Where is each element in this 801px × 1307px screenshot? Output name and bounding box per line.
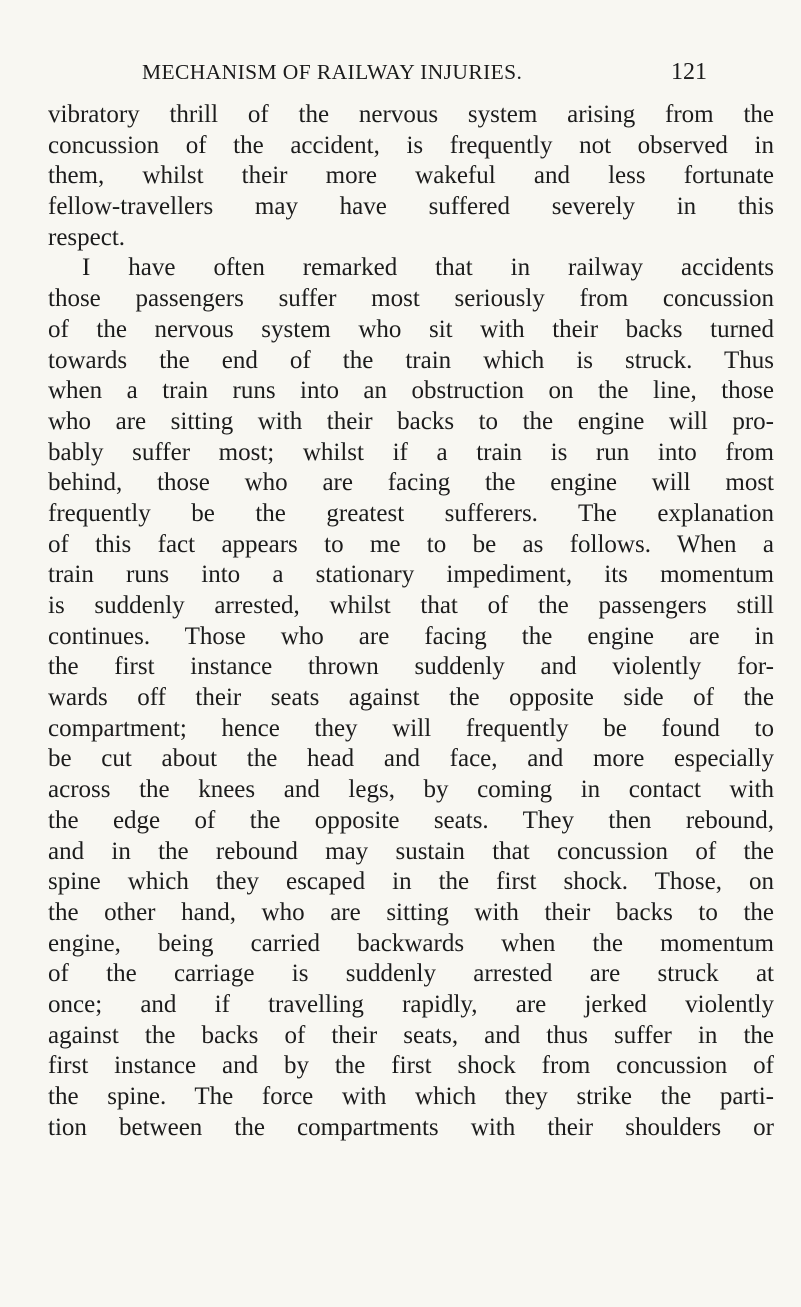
- page-number: 121: [671, 59, 707, 85]
- text-line: the first instance thrown suddenly and violently for-: [48, 653, 774, 681]
- text-line: be cut about the head and face, and more especially: [48, 745, 774, 773]
- text-line: first instance and by the first shock from concussion of: [48, 1052, 774, 1080]
- text-line: the spine. The force with which they strike the parti-: [48, 1083, 774, 1110]
- running-title: MECHANISM OF RAILWAY INJURIES.: [142, 60, 523, 84]
- text-line: those passengers suffer most seriously from concussion: [48, 285, 774, 313]
- text-line: of this fact appears to me to be as follows. When a: [48, 530, 774, 558]
- text-line: of the carriage is suddenly arrested are struck at: [48, 960, 774, 988]
- text-line: against the backs of their seats, and thus suffer in the: [48, 1021, 774, 1049]
- text-line: engine, being carried backwards when the momentum: [48, 929, 774, 957]
- body-text: [48, 100, 774, 1143]
- text-line: concussion of the accident, is frequently not observed in: [48, 131, 774, 159]
- text-line: who are sitting with their backs to the engine will pro-: [48, 407, 774, 435]
- text-line: bably suffer most; whilst if a train is run into from: [48, 438, 774, 466]
- text-line: across the knees and legs, by coming in contact with: [48, 776, 774, 804]
- text-line: frequently be the greatest sufferers. The explanation: [48, 499, 774, 527]
- text-line: tion between the compartments with their shoulders or: [48, 1113, 774, 1141]
- text-line: the edge of the opposite seats. They then rebound,: [48, 806, 774, 834]
- text-line: the other hand, who are sitting with their backs to the: [48, 898, 774, 926]
- text-line: when a train runs into an obstruction on the line, those: [48, 377, 774, 405]
- running-head: [142, 60, 707, 90]
- text-line: continues. Those who are facing the engine are in: [48, 622, 774, 650]
- text-line: fellow-travellers may have suffered severely in this: [48, 193, 774, 221]
- text-line: towards the end of the train which is struck. Thus: [48, 346, 774, 374]
- text-line: once; and if travelling rapidly, are jerked violently: [48, 990, 774, 1018]
- text-line: respect.: [48, 223, 126, 251]
- text-line: them, whilst their more wakeful and less fortunate: [48, 162, 774, 190]
- text-line: train runs into a stationary impediment, its momentum: [48, 561, 774, 589]
- text-line: is suddenly arrested, whilst that of the passengers still: [48, 592, 774, 619]
- text-line: wards off their seats against the opposite side of the: [48, 684, 774, 712]
- text-line: vibratory thrill of the nervous system arising from the: [48, 101, 774, 128]
- text-line: of the nervous system who sit with their backs turned: [48, 315, 774, 343]
- text-line: behind, those who are facing the engine will most: [48, 469, 774, 497]
- text-line: spine which they escaped in the first shock. Those, on: [48, 868, 774, 896]
- text-line: I have often remarked that in railway accidents: [82, 254, 774, 282]
- text-line: and in the rebound may sustain that concussion of the: [48, 837, 774, 865]
- text-line: compartment; hence they will frequently be found to: [48, 714, 774, 742]
